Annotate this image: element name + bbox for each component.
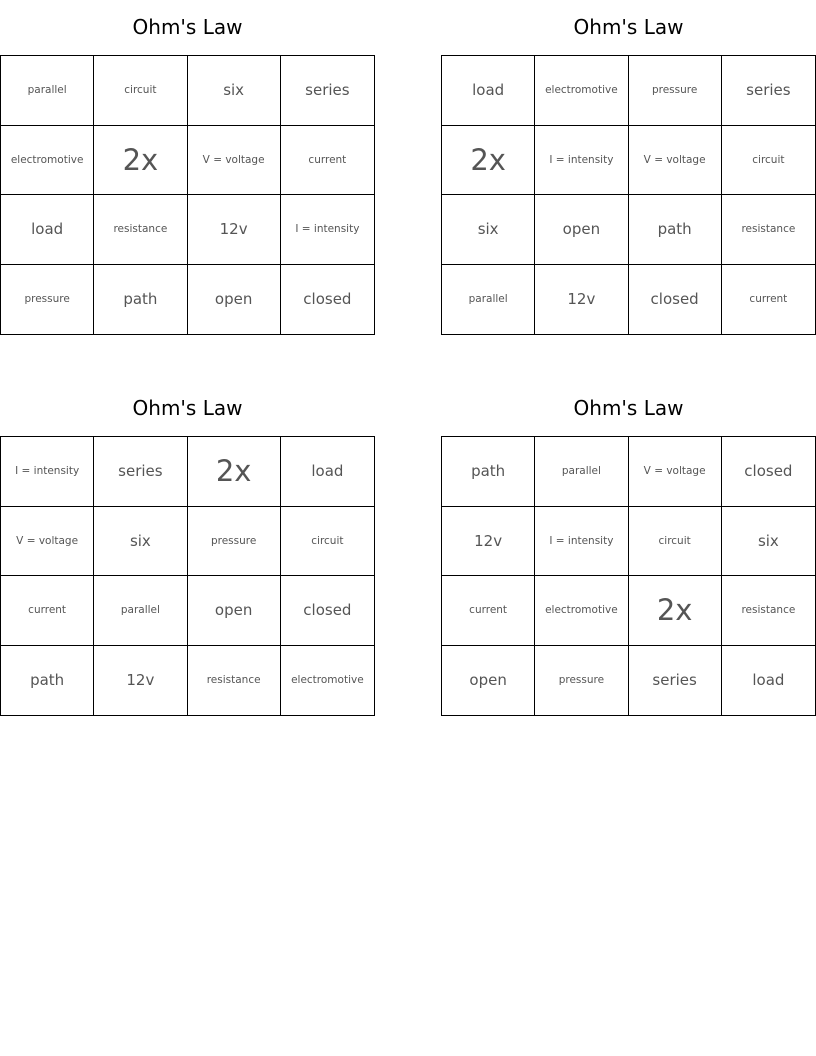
bingo-cell: series — [281, 56, 374, 126]
bingo-cell: resistance — [722, 195, 815, 265]
bingo-cell: resistance — [188, 646, 281, 716]
bingo-cell: I = intensity — [535, 126, 628, 196]
bingo-cell: current — [1, 576, 94, 646]
bingo-cell: resistance — [722, 576, 815, 646]
bingo-cell: circuit — [94, 56, 187, 126]
bingo-cell: 12v — [535, 265, 628, 335]
bingo-cell: pressure — [535, 646, 628, 716]
bingo-cell: path — [442, 437, 535, 507]
bingo-cell: electromotive — [535, 56, 628, 126]
bingo-grid — [441, 55, 816, 335]
bingo-cell: open — [535, 195, 628, 265]
bingo-cell: pressure — [188, 507, 281, 577]
bingo-cell: load — [1, 195, 94, 265]
bingo-grid — [0, 436, 375, 716]
bingo-cell: 2x — [442, 126, 535, 196]
bingo-cell: six — [188, 56, 281, 126]
bingo-cell: closed — [303, 290, 352, 309]
bingo-cell: open — [442, 646, 535, 716]
card-title: Ohm's Law — [573, 396, 684, 420]
bingo-cell: V = voltage — [1, 507, 94, 577]
bingo-cell: circuit — [281, 507, 374, 577]
bingo-cell: closed — [722, 437, 815, 507]
bingo-cell: series — [722, 56, 815, 126]
bingo-cell: six — [94, 507, 187, 577]
bingo-cell: open — [188, 265, 281, 335]
bingo-cell: V = voltage — [188, 126, 281, 196]
bingo-cell: V = voltage — [629, 437, 722, 507]
bingo-cell: electromotive — [291, 674, 364, 687]
bingo-cell: series — [629, 646, 722, 716]
bingo-cell: circuit — [722, 126, 815, 196]
bingo-cell: path — [1, 646, 94, 716]
bingo-cell: parallel — [442, 265, 535, 335]
bingo-cell: 2x — [188, 437, 281, 507]
bingo-cell: load — [442, 56, 535, 126]
bingo-cell: current — [281, 126, 374, 196]
card-title: Ohm's Law — [132, 15, 243, 39]
bingo-cell: open — [188, 576, 281, 646]
bingo-cell: parallel — [94, 576, 187, 646]
card-title: Ohm's Law — [132, 396, 243, 420]
bingo-cell: parallel — [535, 437, 628, 507]
bingo-cell: load — [752, 671, 785, 690]
bingo-cell: pressure — [629, 56, 722, 126]
bingo-cell: electromotive — [535, 576, 628, 646]
bingo-cell: 12v — [442, 507, 535, 577]
bingo-cell: 2x — [94, 126, 187, 196]
bingo-cell: pressure — [1, 265, 94, 335]
bingo-cell: closed — [629, 265, 722, 335]
bingo-cell: current — [749, 293, 788, 306]
bingo-cell: path — [94, 265, 187, 335]
bingo-cell: I = intensity — [535, 507, 628, 577]
bingo-grid — [441, 436, 816, 716]
bingo-cell: I = intensity — [281, 195, 374, 265]
bingo-cell: current — [442, 576, 535, 646]
bingo-cell: 2x — [629, 576, 722, 646]
bingo-cell: series — [94, 437, 187, 507]
bingo-cell: I = intensity — [1, 437, 94, 507]
bingo-cell: 12v — [94, 646, 187, 716]
bingo-cell: 12v — [188, 195, 281, 265]
bingo-cell: circuit — [629, 507, 722, 577]
bingo-cell: electromotive — [1, 126, 94, 196]
bingo-cell: parallel — [1, 56, 94, 126]
bingo-cell: six — [442, 195, 535, 265]
bingo-grid — [0, 55, 375, 335]
card-title: Ohm's Law — [573, 15, 684, 39]
bingo-cell: V = voltage — [629, 126, 722, 196]
bingo-cell: load — [281, 437, 374, 507]
bingo-cell: path — [629, 195, 722, 265]
bingo-cell: closed — [281, 576, 374, 646]
bingo-cell: six — [722, 507, 815, 577]
bingo-cell: resistance — [94, 195, 187, 265]
